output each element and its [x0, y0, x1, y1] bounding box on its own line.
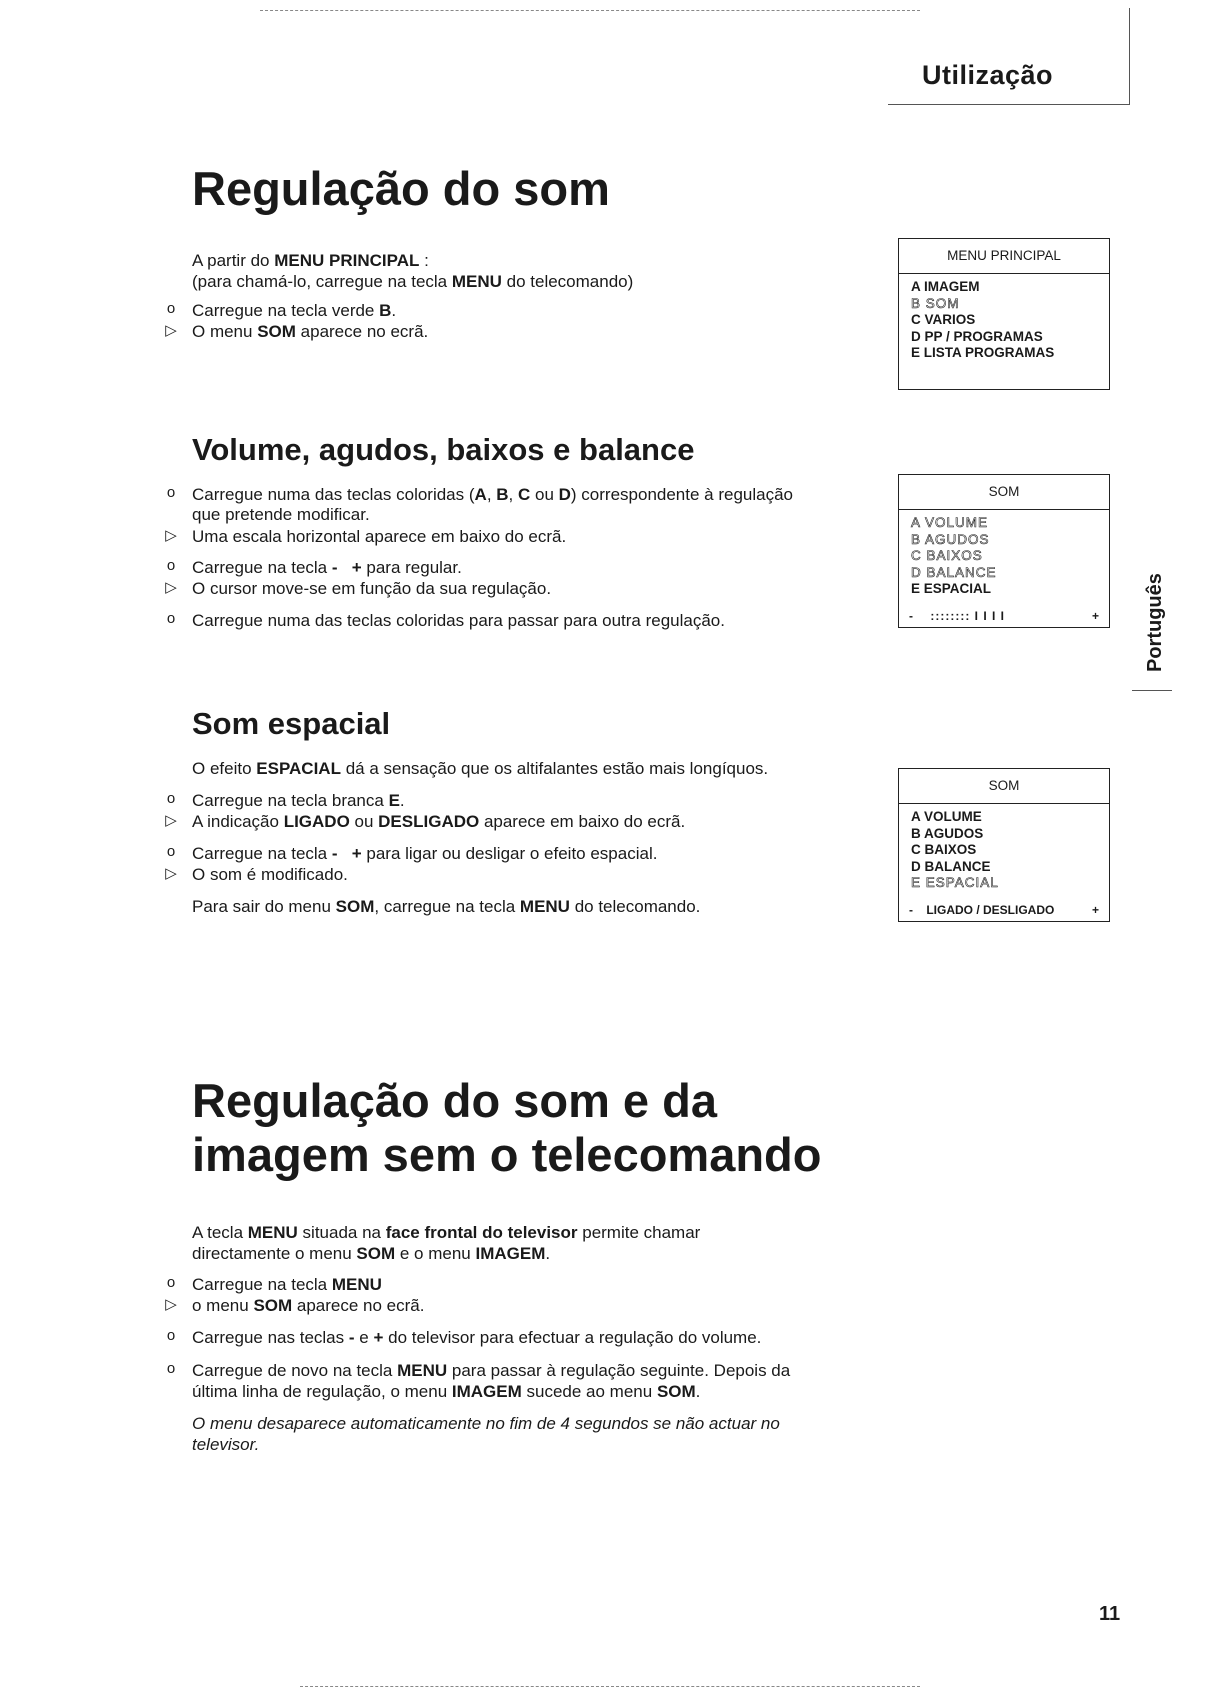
section4-title-line1: Regulação do som e da	[192, 1074, 717, 1127]
section2-step2: Carregue na tecla - + para regular.	[192, 558, 462, 577]
menu-som-title: SOM	[899, 475, 1109, 510]
menu-item-highlighted: B SOM	[911, 295, 960, 311]
section3-step1: Carregue na tecla branca E.	[192, 791, 405, 810]
section-header: Utilização	[922, 60, 1054, 90]
scale-minus: -	[909, 609, 913, 623]
section4-step1: Carregue na tecla MENU	[192, 1275, 382, 1294]
section4-note: O menu desaparece automaticamente no fim de 4 segundos se não actuar no	[192, 1414, 780, 1433]
section1-result1: O menu SOM aparece no ecrã.	[192, 322, 429, 341]
section3-intro: O efeito ESPACIAL dá a sensação que os altifalantes estão mais longíquos.	[192, 759, 769, 778]
section3-result1: A indicação LIGADO ou DESLIGADO aparece em baixo do ecrã.	[192, 812, 686, 831]
section4-intro-2: directamente o menu SOM e o menu IMAGEM.	[192, 1244, 551, 1263]
menu-item: C VARIOS	[911, 312, 976, 327]
side-tab-mark	[1132, 690, 1172, 691]
scale-ticks: :::::::: I I I I	[930, 609, 1005, 623]
result-bullet: ▷	[165, 812, 177, 829]
section3-title: Som espacial	[192, 706, 391, 741]
result-bullet: ▷	[165, 1296, 177, 1313]
menu-item: C BAIXOS	[911, 842, 977, 857]
menu-item: E LISTA PROGRAMAS	[911, 345, 1055, 360]
step-bullet: o	[166, 790, 176, 807]
result-bullet: ▷	[165, 527, 177, 544]
section4-result1: o menu SOM aparece no ecrã.	[192, 1296, 425, 1315]
header-vline	[1129, 8, 1130, 104]
step-bullet: o	[166, 484, 176, 501]
volume-scale	[909, 609, 1099, 623]
section2-step1-line2: que pretende modificar.	[192, 505, 370, 524]
menu-item: A IMAGEM	[911, 279, 980, 294]
menu-item-highlighted: E ESPACIAL	[911, 875, 999, 890]
result-bullet: ▷	[165, 579, 177, 596]
section1-step1: Carregue na tecla verde B.	[192, 301, 397, 320]
menu-item-highlighted: D BALANCE	[911, 564, 997, 580]
section1-intro: A partir do MENU PRINCIPAL :	[192, 251, 429, 270]
menu-som-title: SOM	[899, 769, 1109, 804]
menu-item-highlighted: C BAIXOS	[911, 548, 983, 563]
result-bullet: ▷	[165, 865, 177, 882]
section4-title-line2: imagem sem o telecomando	[192, 1128, 822, 1182]
section4-title	[192, 1074, 821, 1182]
section4-intro: A tecla MENU situada na face frontal do televisor permite chamar	[192, 1223, 701, 1242]
section4-step3: Carregue de novo na tecla MENU para passar à regulação seguinte. Depois da	[192, 1361, 791, 1380]
section2-step1: Carregue numa das teclas coloridas (A, B, C ou D) correspondente à regulação	[192, 485, 794, 504]
section3-result2: O som é modificado.	[192, 865, 348, 884]
result-bullet: ▷	[165, 322, 177, 339]
step-bullet: o	[166, 1274, 176, 1291]
scale-plus: +	[1091, 609, 1099, 623]
section1-intro-2: (para chamá-lo, carregue na tecla MENU do telecomando)	[192, 272, 634, 291]
section1-title: Regulação do som	[192, 162, 610, 215]
ligado-indicator	[909, 903, 1099, 917]
menu-item: D BALANCE	[911, 858, 991, 874]
section4-note-2: televisor.	[192, 1435, 260, 1454]
ligado-desligado-label: LIGADO / DESLIGADO	[926, 903, 1055, 917]
language-side-tab: Português	[1144, 573, 1166, 672]
section2-title: Volume, agudos, baixos e balance	[192, 432, 695, 467]
section4-step2: Carregue nas teclas - e + do televisor para efectuar a regulação do volume.	[192, 1328, 762, 1347]
scale-plus: +	[1091, 903, 1099, 917]
menu-principal-box	[898, 238, 1110, 390]
step-bullet: o	[166, 1360, 176, 1377]
scan-artifact-top	[260, 10, 920, 11]
scale-minus: -	[909, 903, 913, 917]
menu-som-espacial-box	[898, 768, 1110, 922]
scan-artifact-bottom	[300, 1686, 920, 1687]
page-number: 11	[1099, 1603, 1121, 1625]
section2-step3: Carregue numa das teclas coloridas para passar para outra regulação.	[192, 611, 725, 630]
step-bullet: o	[166, 843, 176, 860]
menu-item: E ESPACIAL	[911, 581, 992, 596]
section4-step3-line2: última linha de regulação, o menu IMAGEM sucede ao menu SOM.	[192, 1382, 701, 1401]
section2-result2: O cursor move-se em função da sua regulação.	[192, 579, 552, 598]
step-bullet: o	[166, 610, 176, 627]
section2-result1: Uma escala horizontal aparece em baixo do ecrã.	[192, 527, 567, 546]
menu-item-highlighted: A VOLUME	[911, 515, 989, 530]
step-bullet: o	[166, 1327, 176, 1344]
menu-item: B AGUDOS	[911, 825, 984, 841]
section3-step2: Carregue na tecla - + para ligar ou desligar o efeito espacial.	[192, 844, 658, 863]
step-bullet: o	[166, 557, 176, 574]
menu-item: A VOLUME	[911, 809, 982, 824]
menu-item: D PP / PROGRAMAS	[911, 328, 1043, 344]
section3-exit: Para sair do menu SOM, carregue na tecla MENU do telecomando.	[192, 897, 701, 916]
menu-principal-title: MENU PRINCIPAL	[899, 239, 1109, 274]
menu-item-highlighted: B AGUDOS	[911, 531, 990, 547]
menu-som-box	[898, 474, 1110, 628]
step-bullet: o	[166, 300, 176, 317]
header-rule	[888, 104, 1130, 105]
